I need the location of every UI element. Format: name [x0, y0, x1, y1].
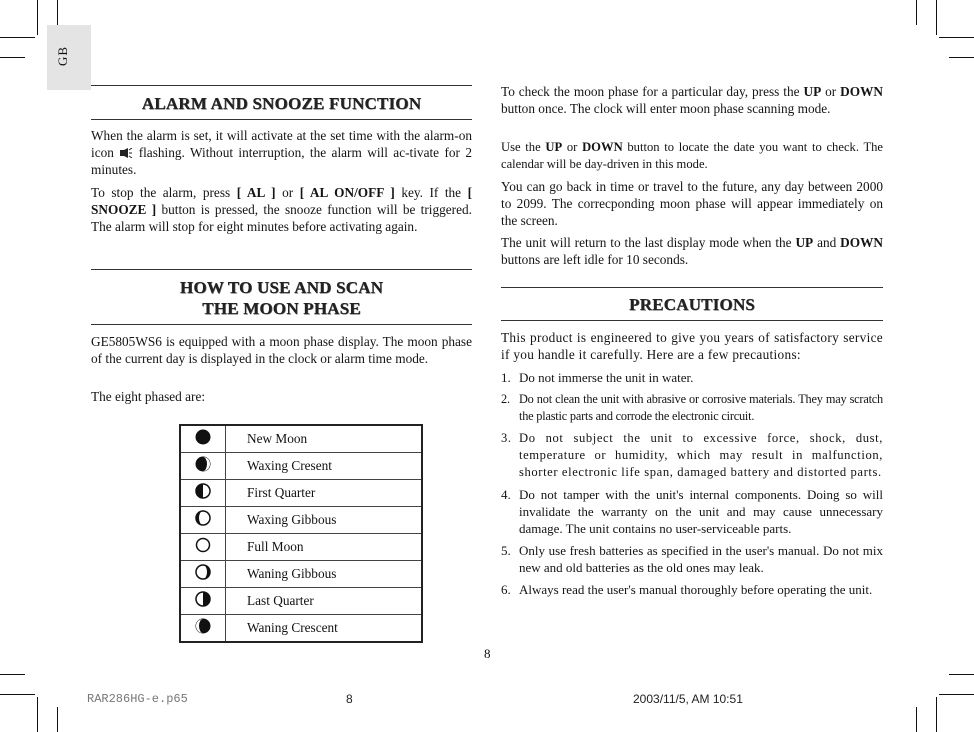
footer-filename: RAR286HG-e.p65: [87, 692, 188, 706]
section-rule: [91, 119, 472, 120]
crop-mark: [936, 697, 937, 732]
scan-p4-text-a: The unit will return to the last display mode when the: [501, 235, 792, 250]
moon-phase-table: [179, 424, 423, 643]
scan-p2-or: or: [566, 140, 578, 154]
list-text: Do not tamper with the unit's internal components. Doing so will invalidate the warranty on the unit and may cause unnecessary damage. The unit contains no user-serviceable parts.: [519, 487, 883, 536]
alarm-p1-text-a: When the alarm is set, it will activate at the set time with the alarm-on icon: [91, 128, 472, 160]
alarm-p1-text-b: flashing. Without interruption, the alarm will ac-tivate for 2 minutes.: [91, 145, 472, 177]
phase-label: First Quarter: [226, 480, 423, 507]
key-snooze: [ SNOOZE ]: [91, 185, 473, 217]
crop-mark: [936, 0, 937, 35]
list-item: [501, 369, 883, 386]
key-up: UP: [795, 235, 814, 250]
moon-paragraph-1: GE5805WS6 is equipped with a moon phase display. The moon phase of the current day is displayed in the clock or alarm time mode.: [91, 334, 472, 366]
table-row: [180, 588, 422, 615]
waxing-gibbous-icon: [195, 510, 211, 526]
crop-mark: [0, 694, 35, 695]
alarm-heading: ALARM AND SNOOZE FUNCTION: [141, 94, 422, 113]
key-al: [ AL ]: [236, 185, 276, 200]
table-row: [180, 453, 422, 480]
list-number: 4.: [501, 487, 511, 502]
crop-mark: [57, 707, 58, 732]
list-number: 2.: [501, 392, 510, 406]
crop-mark: [916, 0, 917, 25]
crop-mark: [916, 707, 917, 732]
alarm-p2-text-a: To stop the alarm, press: [91, 185, 231, 200]
list-number: 5.: [501, 543, 511, 558]
list-number: 1.: [501, 370, 511, 385]
crop-mark: [0, 57, 25, 58]
table-row: [180, 480, 422, 507]
crop-mark: [0, 674, 25, 675]
moon-heading-line-2: THE MOON PHASE: [202, 299, 361, 318]
page-number: 8: [484, 646, 491, 661]
scan-paragraph-1: [501, 83, 883, 117]
list-item: [501, 486, 883, 537]
table-row: [180, 561, 422, 588]
scan-p2-text-a: Use the: [501, 140, 541, 154]
list-text: Do not immerse the unit in water.: [519, 370, 694, 385]
scan-paragraph-2: [501, 139, 883, 173]
waning-gibbous-icon: [195, 564, 211, 580]
crop-mark: [0, 37, 35, 38]
list-number: 6.: [501, 582, 511, 597]
table-row: [180, 534, 422, 561]
crop-mark: [949, 57, 974, 58]
scan-p4-and: and: [817, 235, 837, 250]
key-up: UP: [545, 140, 563, 154]
waning-crescent-icon: [195, 618, 211, 634]
key-up: UP: [803, 84, 822, 99]
precautions-list: [501, 369, 883, 603]
section-rule: [501, 320, 883, 321]
moon-heading: [91, 277, 472, 319]
moon-heading-line-1: HOW TO USE AND SCAN: [179, 278, 384, 297]
list-item: [501, 430, 883, 481]
crop-mark: [37, 0, 38, 35]
new-moon-icon: [195, 429, 211, 445]
list-text: Always read the user's manual thoroughly before operating the unit.: [519, 582, 873, 597]
table-row: [180, 425, 422, 453]
key-down: DOWN: [840, 235, 883, 250]
scan-p1-or: or: [825, 84, 837, 99]
alarm-paragraph-2: [91, 184, 472, 235]
footer-date: 2003/11/5, AM 10:51: [633, 692, 743, 706]
list-item: [501, 391, 883, 425]
section-rule: [91, 324, 472, 325]
key-al-on-off: [ AL ON/OFF ]: [299, 185, 395, 200]
phase-label: Waning Gibbous: [226, 561, 423, 588]
list-text: Do not subject the unit to excessive force, shock, dust, temperature or humidity, which may result in malfunction, shorter electronic life span, damaged battery and distorted parts.: [519, 431, 883, 479]
key-down: DOWN: [840, 84, 884, 99]
full-moon-icon: [195, 537, 211, 553]
footer-page: 8: [346, 692, 353, 706]
moon-paragraph-2: The eight phased are:: [91, 389, 206, 404]
crop-mark: [939, 694, 974, 695]
scan-p1-text-a: To check the moon phase for a particular day, press the: [501, 84, 800, 99]
waxing-crescent-icon: [195, 456, 211, 472]
scan-paragraph-3: You can go back in time or travel to the future, any day between 2000 to 2099. The correcponding moon phase will appear immediately on the screen.: [501, 179, 883, 228]
list-text: Do not clean the unit with abrasive or corrosive materials. They may scratch the plastic parts and corrode the electronic circuit.: [519, 392, 883, 423]
crop-mark: [939, 37, 974, 38]
scan-p1-text-b: button once. The clock will enter moon phase scanning mode.: [501, 101, 831, 116]
crop-mark: [37, 697, 38, 732]
list-item: [501, 581, 883, 598]
scan-paragraph-4: [501, 234, 883, 268]
scan-p2-text-b: button to locate the date you want to check. The calendar will be day-driven in this mode.: [501, 140, 884, 171]
phase-label: Waning Crescent: [226, 615, 423, 643]
section-rule: [501, 287, 883, 288]
scan-p4-text-b: buttons are left idle for 10 seconds.: [501, 252, 689, 267]
table-row: [180, 615, 422, 643]
crop-mark: [57, 0, 58, 25]
phase-label: Waxing Cresent: [226, 453, 423, 480]
section-rule: [91, 85, 472, 86]
crop-mark: [949, 674, 974, 675]
alarm-p2-text-b: key. If the: [401, 185, 462, 200]
list-text: Only use fresh batteries as specified in the user's manual. Do not mix new and old batteries as the old ones may leak.: [519, 543, 883, 575]
precautions-heading: PRECAUTIONS: [629, 295, 755, 314]
section-rule: [91, 269, 472, 270]
first-quarter-icon: [195, 483, 211, 499]
alarm-p2-or: or: [282, 185, 294, 200]
phase-label: Waxing Gibbous: [226, 507, 423, 534]
phase-label: Last Quarter: [226, 588, 423, 615]
list-item: [501, 542, 883, 576]
alarm-p2-text-c: button is pressed, the snooze function will be triggered. The alarm will stop for eight minutes before activating again.: [91, 202, 472, 234]
language-tab-label: GB: [55, 45, 70, 66]
last-quarter-icon: [195, 591, 211, 607]
precautions-intro: This product is engineered to give you years of satisfactory service if you handle it carefully. Here are a few precautions:: [501, 330, 883, 362]
alarm-on-icon: [119, 148, 133, 158]
key-down: DOWN: [582, 140, 623, 154]
phase-label: Full Moon: [226, 534, 423, 561]
table-row: [180, 507, 422, 534]
phase-label: New Moon: [226, 425, 423, 453]
alarm-paragraph-1: [91, 127, 472, 178]
list-number: 3.: [501, 431, 512, 445]
